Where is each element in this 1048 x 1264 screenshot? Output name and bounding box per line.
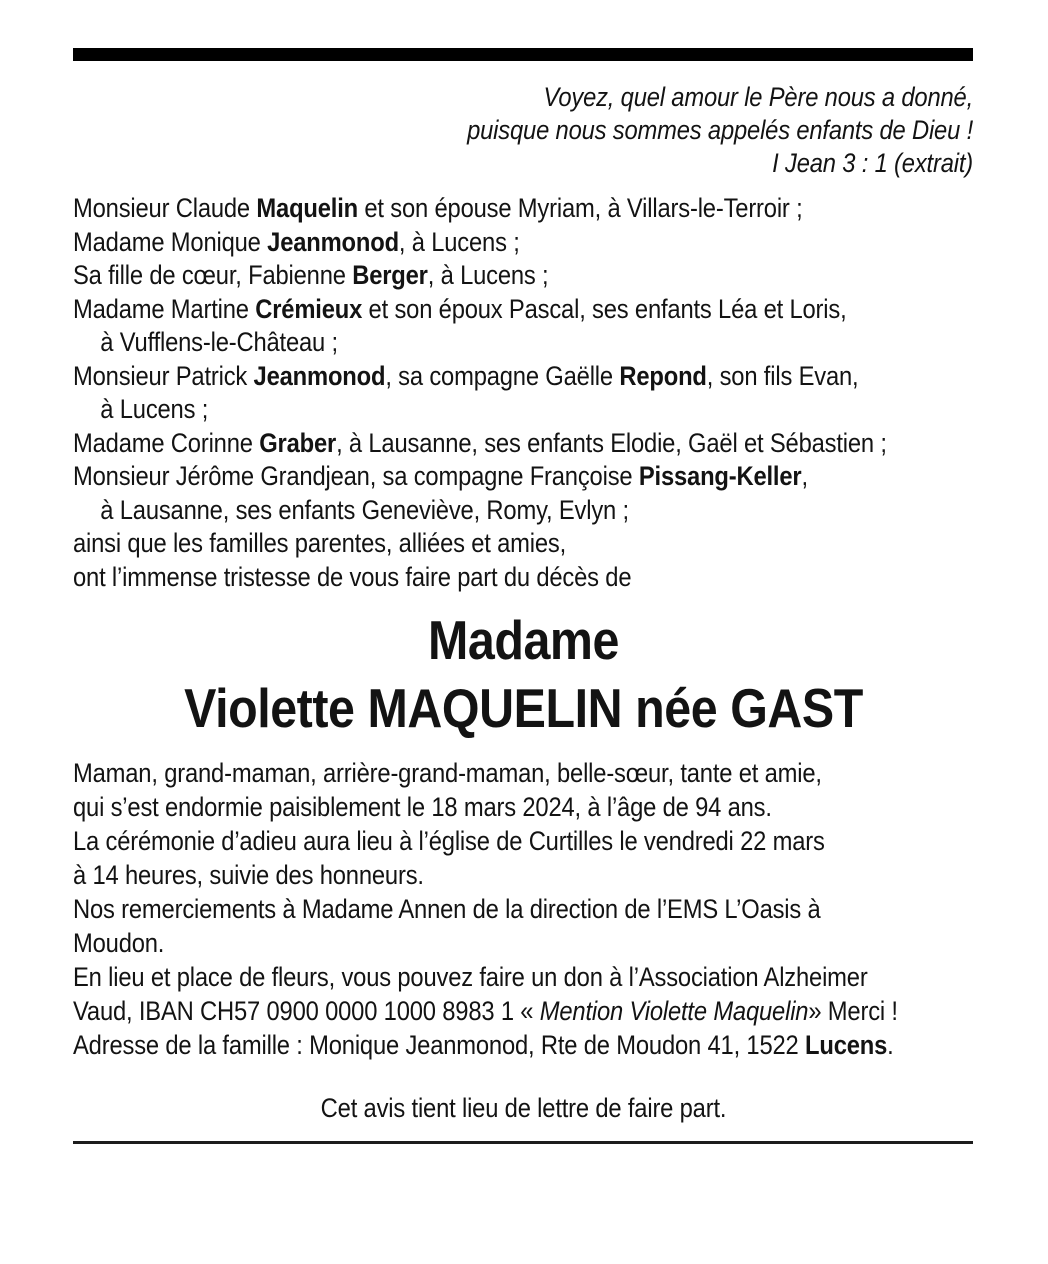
text-segment: Adresse de la famille : Monique Jeanmonod, Rte de Moudon 41, 1522 <box>73 1030 806 1060</box>
text-segment: Monsieur Jérôme Grandjean, sa compagne Françoise <box>73 461 639 491</box>
text-segment: Repond <box>619 360 707 391</box>
text-line <box>73 114 973 147</box>
closing-statement: Cet avis tient lieu de lettre de faire part. <box>320 1093 727 1123</box>
text-segment: et son épouse Myriam, à Villars-le-Terroir ; <box>357 193 803 223</box>
text-segment: Graber <box>259 427 337 458</box>
deceased-title-madame: Madame <box>427 609 620 671</box>
text-segment: Crémieux <box>255 293 363 324</box>
text-line <box>73 259 973 293</box>
text-segment: et son époux Pascal, ses enfants Léa et Loris, <box>362 293 847 324</box>
text-segment: ainsi que les familles parentes, alliées et amies, <box>73 528 567 558</box>
text-segment: Madame Martine <box>73 293 256 324</box>
text-line <box>73 427 973 461</box>
text-line <box>73 460 973 494</box>
text-line <box>73 147 973 180</box>
deceased-name-title <box>73 606 973 742</box>
family-list <box>73 192 973 594</box>
notice-content <box>73 48 973 1144</box>
text-segment: , à Lucens ; <box>427 260 549 290</box>
text-segment: . <box>887 1030 894 1060</box>
text-segment: qui s’est endormie paisiblement le 18 mars 2024, à l’âge de 94 ans. <box>73 792 772 822</box>
text-segment: Mention Violette Maquelin <box>539 996 809 1026</box>
text-segment: , à Lausanne, ses enfants Elodie, Gaël et Sébastien ; <box>336 427 887 458</box>
text-segment: à Vufflens-le-Château ; <box>100 327 338 357</box>
text-line <box>73 494 973 528</box>
text-line <box>73 226 973 260</box>
text-line <box>73 756 973 790</box>
text-segment: à Lucens ; <box>100 394 209 424</box>
obituary-notice-page <box>0 48 1048 1264</box>
text-segment: à 14 heures, suivie des honneurs. <box>73 860 424 890</box>
text-segment: I Jean 3 : 1 (extrait) <box>772 148 973 178</box>
text-segment: , à Lucens ; <box>398 226 520 257</box>
text-segment: Lucens <box>805 1030 888 1060</box>
text-segment: En lieu et place de fleurs, vous pouvez faire un don à l’Association Alzheimer <box>73 962 868 992</box>
text-segment: » Merci ! <box>808 996 898 1026</box>
text-line <box>73 293 973 327</box>
text-segment: ont l’immense tristesse de vous faire part du décès de <box>73 561 632 592</box>
text-segment: Pissang-Keller <box>638 461 802 491</box>
announcement-body <box>73 756 973 1062</box>
text-line <box>73 360 973 394</box>
text-segment: La cérémonie d’adieu aura lieu à l’église de Curtilles le vendredi 22 mars <box>73 826 825 856</box>
text-segment: Monsieur Claude <box>73 193 257 223</box>
text-line <box>73 326 973 360</box>
text-line <box>73 1028 973 1062</box>
text-segment: Madame Monique <box>73 226 268 257</box>
text-segment: puisque nous sommes appelés enfants de Dieu ! <box>467 115 973 145</box>
text-line <box>73 858 973 892</box>
text-segment: Sa fille de cœur, Fabienne <box>73 260 353 290</box>
text-line <box>73 824 973 858</box>
text-segment: Maquelin <box>256 193 358 223</box>
text-line <box>73 892 973 926</box>
text-segment: Nos remerciements à Madame Annen de la direction de l’EMS L’Oasis à <box>73 894 821 924</box>
text-line <box>73 192 973 226</box>
text-line <box>73 393 973 427</box>
text-line <box>73 960 973 994</box>
text-segment: Maman, grand-maman, arrière-grand-maman, belle-sœur, tante et amie, <box>73 758 822 788</box>
text-line <box>73 527 973 561</box>
text-segment: Jeanmonod <box>253 360 386 391</box>
text-segment: Madame Corinne <box>73 427 260 458</box>
text-line <box>73 926 973 960</box>
text-line <box>73 81 973 114</box>
text-segment: à Lausanne, ses enfants Geneviève, Romy, Evlyn ; <box>100 494 629 525</box>
text-segment: Monsieur Patrick <box>73 360 254 391</box>
text-segment: Voyez, quel amour le Père nous a donné, <box>543 82 973 112</box>
text-line <box>73 790 973 824</box>
text-segment: , <box>801 461 808 491</box>
text-segment: , son fils Evan, <box>706 360 859 391</box>
text-line <box>73 994 973 1028</box>
scripture-quote <box>73 81 973 180</box>
text-segment: Moudon. <box>73 928 165 958</box>
top-black-bar <box>73 48 973 61</box>
text-segment: Jeanmonod <box>267 226 399 257</box>
text-segment: , sa compagne Gaëlle <box>385 360 620 391</box>
text-line <box>73 561 973 595</box>
deceased-full-name: Violette MAQUELIN née GAST <box>184 677 863 739</box>
bottom-divider-line <box>73 1141 973 1144</box>
text-segment: Berger <box>352 260 428 290</box>
text-segment: Vaud, IBAN CH57 0900 0000 1000 8983 1 « <box>73 996 540 1026</box>
